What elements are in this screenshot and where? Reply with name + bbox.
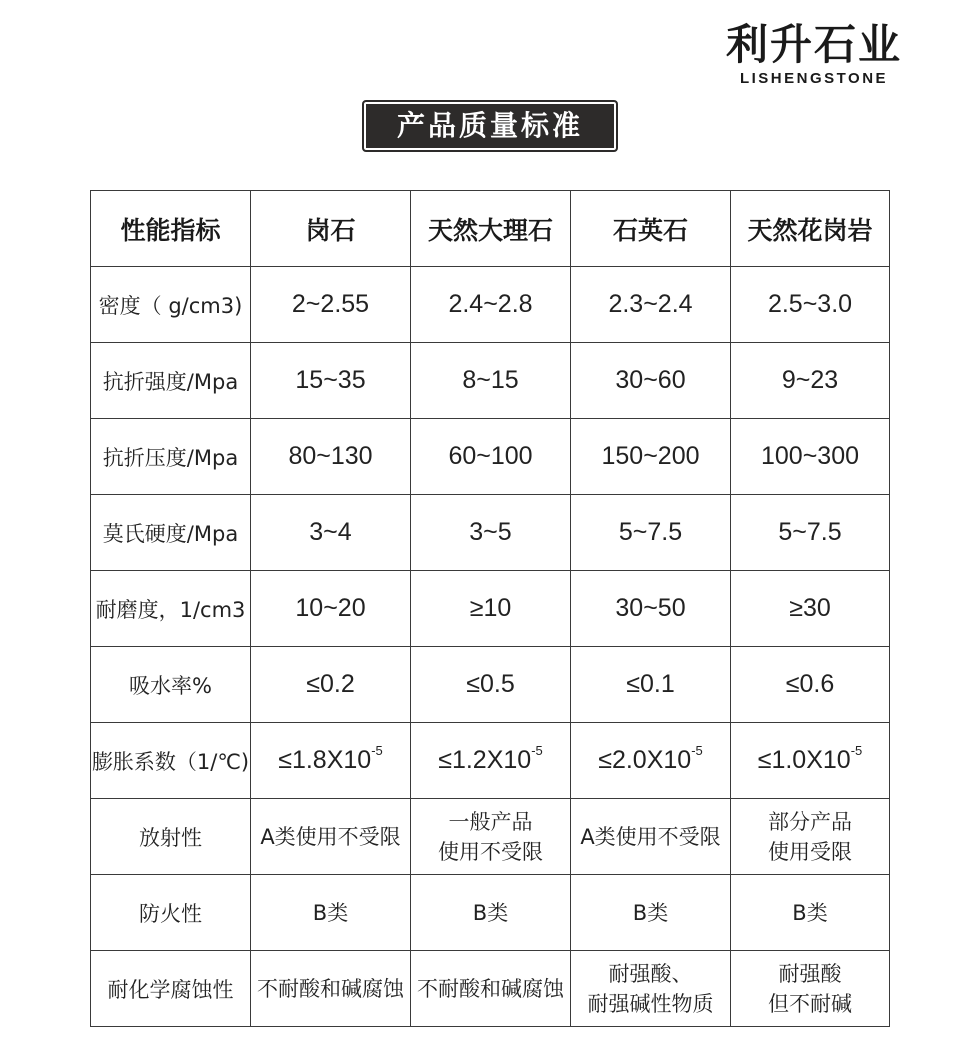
cell-line: 耐强碱性物质 — [587, 991, 714, 1016]
table-cell: ≥30 — [731, 571, 890, 647]
table-row — [91, 419, 890, 495]
table-cell: B类 — [571, 875, 731, 951]
header-cell: 性能指标 — [91, 191, 251, 267]
table-cell — [251, 723, 411, 799]
page-title: 产品质量标准 — [362, 100, 618, 152]
table-cell: ≤0.1 — [571, 647, 731, 723]
table-cell: 80~130 — [251, 419, 411, 495]
table-cell: 15~35 — [251, 343, 411, 419]
table-cell: 150~200 — [571, 419, 731, 495]
table-cell — [411, 723, 571, 799]
row-label: 放射性 — [91, 799, 251, 875]
coefficient-base: ≤1.0X10 — [757, 746, 851, 774]
coefficient-exponent: -5 — [691, 743, 703, 758]
coefficient-exponent: -5 — [371, 743, 383, 758]
brand-logo — [726, 22, 902, 88]
table-cell: 8~15 — [411, 343, 571, 419]
table-cell: B类 — [411, 875, 571, 951]
coefficient-exponent: -5 — [850, 743, 863, 758]
cell-line: 不耐酸和碱腐蚀 — [417, 976, 564, 1001]
table-row — [91, 571, 890, 647]
row-label: 吸水率% — [91, 647, 251, 723]
coefficient-base: ≤1.2X10 — [438, 746, 532, 774]
row-label: 耐化学腐蚀性 — [91, 951, 251, 1027]
table-cell: B类 — [251, 875, 411, 951]
table-cell: 30~50 — [571, 571, 731, 647]
row-label: 耐磨度，1/cm3 — [91, 571, 251, 647]
coefficient-base: ≤1.8X10 — [278, 746, 372, 774]
table-cell: 9~23 — [731, 343, 890, 419]
table-cell — [251, 799, 411, 875]
row-label: 膨胀系数（1/℃) — [91, 723, 251, 799]
table-row — [91, 951, 890, 1027]
table-cell: 2~2.55 — [251, 267, 411, 343]
table-cell — [411, 951, 571, 1027]
cell-line: 耐强酸、 — [608, 961, 693, 986]
header-cell: 岗石 — [251, 191, 411, 267]
table-cell: ≤0.5 — [411, 647, 571, 723]
table-cell — [571, 723, 731, 799]
quality-standard-table — [90, 190, 890, 1027]
table-cell: 5~7.5 — [731, 495, 890, 571]
table-cell — [731, 799, 890, 875]
brand-name-cn: 利升石业 — [725, 20, 902, 69]
table-row — [91, 343, 890, 419]
cell-line: 使用受限 — [768, 839, 852, 864]
table-cell — [731, 723, 890, 799]
table-cell — [571, 951, 731, 1027]
table-cell: 2.5~3.0 — [731, 267, 890, 343]
table-header-row — [91, 191, 890, 267]
table-cell: ≤0.2 — [251, 647, 411, 723]
cell-line: A类使用不受限 — [580, 824, 721, 849]
table-cell: 10~20 — [251, 571, 411, 647]
table-row — [91, 799, 890, 875]
brand-name-en: LISHENGSTONE — [739, 70, 889, 87]
table-cell: 3~4 — [251, 495, 411, 571]
cell-line: 但不耐碱 — [768, 991, 852, 1016]
table-cell: 2.4~2.8 — [411, 267, 571, 343]
cell-line: A类使用不受限 — [260, 824, 401, 849]
table-cell — [731, 951, 890, 1027]
table-row — [91, 647, 890, 723]
cell-line: 一般产品 — [448, 809, 533, 834]
table-cell: 3~5 — [411, 495, 571, 571]
table-cell: ≤0.6 — [731, 647, 890, 723]
cell-line: 部分产品 — [768, 809, 852, 834]
table-row — [91, 267, 890, 343]
table-cell: 30~60 — [571, 343, 731, 419]
table-cell: ≥10 — [411, 571, 571, 647]
cell-line: 耐强酸 — [778, 961, 842, 986]
header-cell: 石英石 — [571, 191, 731, 267]
cell-line: 使用不受限 — [438, 839, 543, 864]
table-row — [91, 875, 890, 951]
cell-line: 不耐酸和碱腐蚀 — [257, 976, 404, 1001]
table-cell — [251, 951, 411, 1027]
header-cell: 天然花岗岩 — [731, 191, 890, 267]
coefficient-exponent: -5 — [531, 743, 543, 758]
table-cell: 5~7.5 — [571, 495, 731, 571]
table-cell — [411, 799, 571, 875]
table-cell: 60~100 — [411, 419, 571, 495]
coefficient-base: ≤2.0X10 — [598, 746, 692, 774]
header-cell: 天然大理石 — [411, 191, 571, 267]
row-label: 密度（ g/cm3) — [91, 267, 251, 343]
row-label: 莫氏硬度/Mpa — [91, 495, 251, 571]
row-label: 抗折强度/Mpa — [91, 343, 251, 419]
table-row — [91, 495, 890, 571]
table-cell — [571, 799, 731, 875]
table-cell: 2.3~2.4 — [571, 267, 731, 343]
table-cell: 100~300 — [731, 419, 890, 495]
table-cell: B类 — [731, 875, 890, 951]
table-row — [91, 723, 890, 799]
row-label: 防火性 — [91, 875, 251, 951]
row-label: 抗折压度/Mpa — [91, 419, 251, 495]
